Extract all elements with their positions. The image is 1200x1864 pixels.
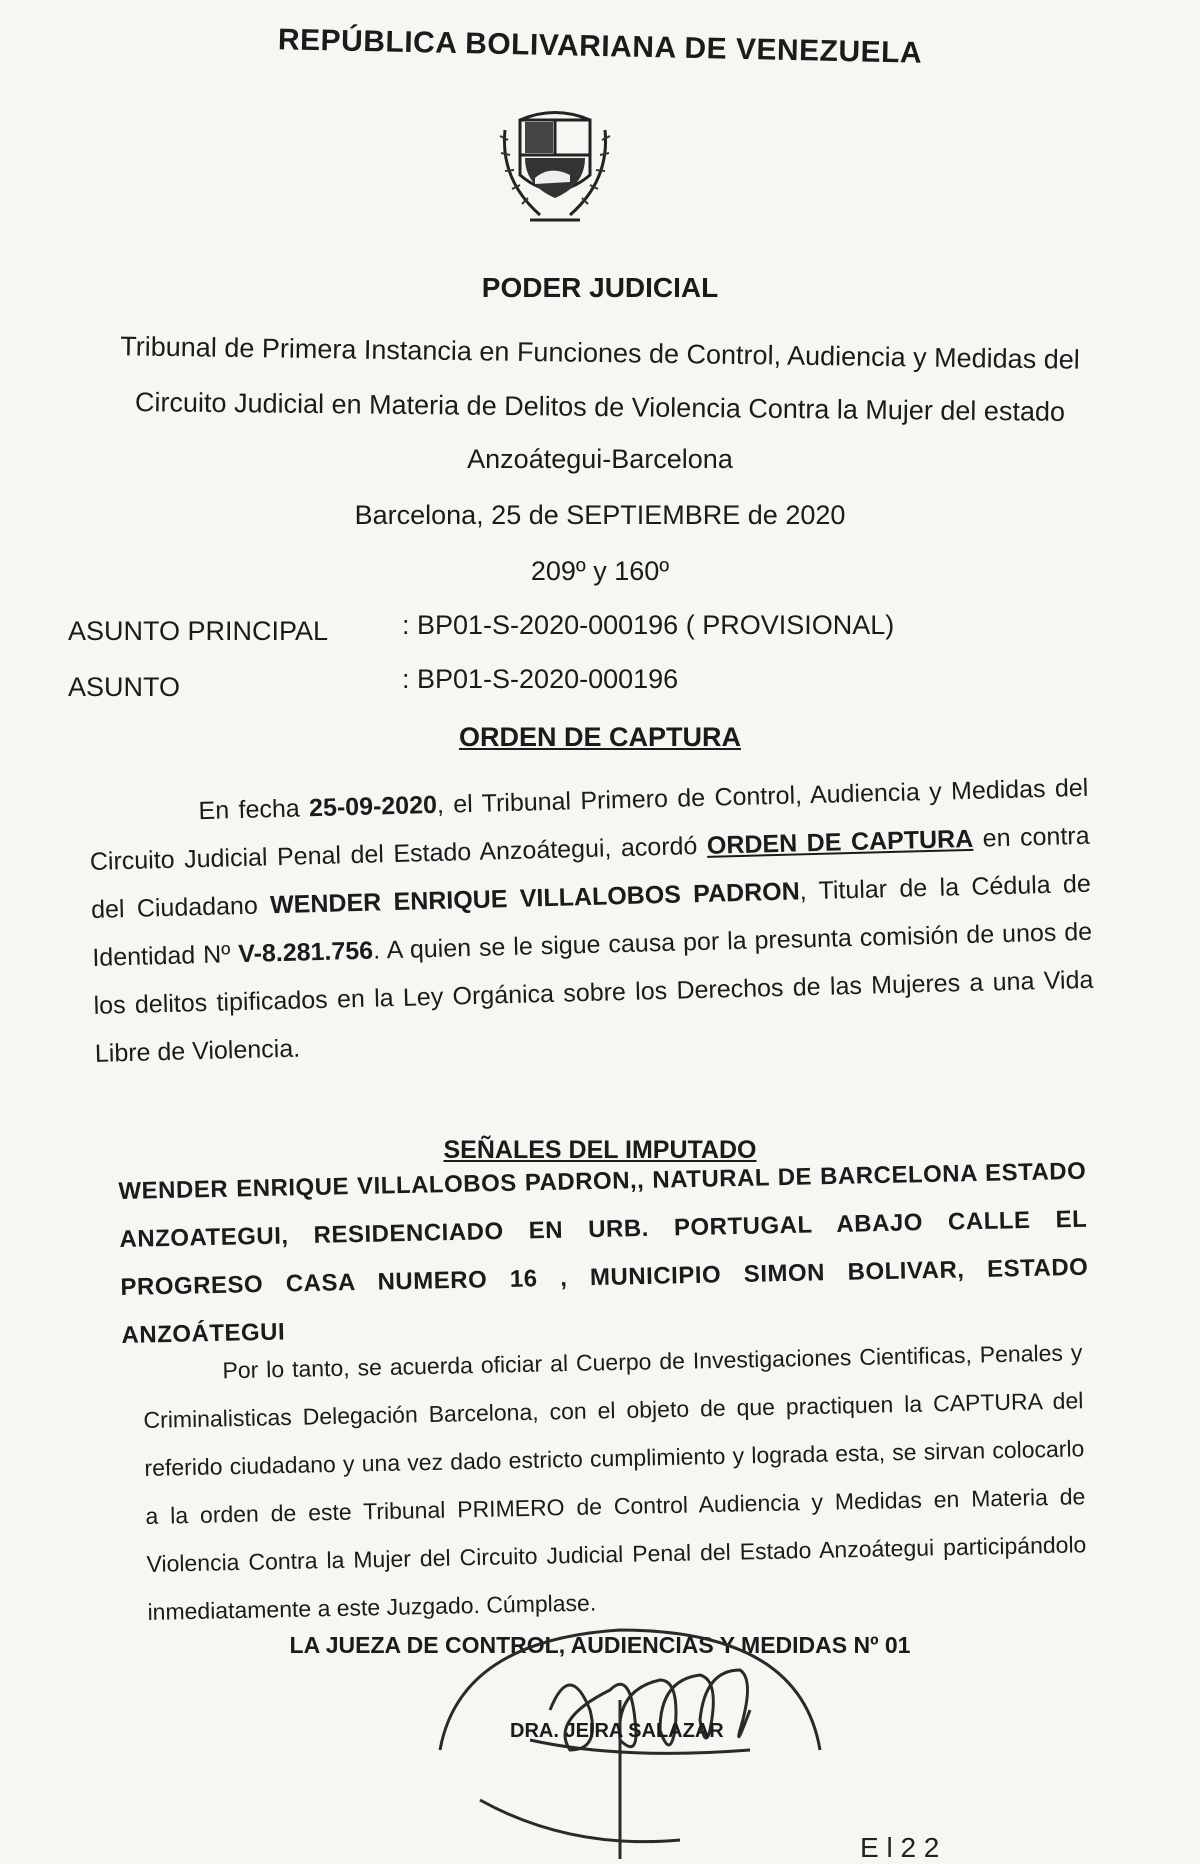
closing-text: Por lo tanto, se acuerda oficiar al Cuerpo de Investigaciones Cientificas, Penales y Criminalisticas Delegación Barcelona, con el objeto de que practiquen la CAPTURA del referido ciudadano y una vez dado estricto cumplimiento y lograda esta, se sirvan colocarlo a la orden de este Tribunal PRIMERO de Control Audiencia y Medidas en Materia de Violencia Contra la Mujer del Circuito Judicial Penal del Estado Anzoátegui participándolo inmediatamente a este Juzgado. Cúmplase. (143, 1339, 1087, 1625)
imputado-description: WENDER ENRIQUE VILLALOBOS PADRON,, NATURAL DE BARCELONA ESTADO ANZOATEGUI, RESIDENCIADO EN URB. PORTUGAL ABAJO CALLE EL PROGRESO CASA NUMERO 16 , MUNICIPIO SIMON BOLIVAR, ESTADO ANZOÁTEGUI (118, 1157, 1089, 1349)
asunto-principal-value: : BP01-S-2020-000196 ( PROVISIONAL) (402, 610, 895, 640)
coat-of-arms-icon (490, 100, 620, 230)
p1-fecha: 25-09-2020 (308, 790, 438, 823)
tribunal-line-3: Anzoátegui-Barcelona (467, 444, 733, 474)
p1-part-b: , el Tribunal Primero de Control, Audiencia y Medidas del Circuito Judicial Penal del Estado Anzoátegui, acordó (89, 773, 1089, 876)
asunto-label: ASUNTO (68, 672, 181, 702)
p1-part-d: , Titular de la Cédula de Identidad Nº (92, 869, 1092, 972)
republic-heading: REPÚBLICA BOLIVARIANA DE VENEZUELA (277, 23, 923, 70)
asunto-principal-label: ASUNTO PRINCIPAL (68, 616, 329, 646)
tribunal-line-2: Circuito Judicial en Materia de Delitos de Violencia Contra la Mujer del estado (134, 387, 1066, 427)
p1-orden: ORDEN DE CAPTURA (706, 824, 974, 860)
footer-fragment: E l 2 2 (860, 1832, 940, 1863)
asunto-value: : BP01-S-2020-000196 (402, 664, 679, 694)
document-date: Barcelona, 25 de SEPTIEMBRE de 2020 (354, 500, 846, 530)
p1-part-a: En fecha (198, 794, 310, 826)
document-years: 209º y 160º (530, 556, 670, 586)
orden-captura-title: ORDEN DE CAPTURA (458, 722, 741, 752)
tribunal-line-1: Tribunal de Primera Instancia en Funciones de Control, Audiencia y Medidas del (120, 331, 1080, 375)
senales-title: SEÑALES DEL IMPUTADO (443, 1136, 757, 1164)
closing-paragraph (142, 1328, 1088, 1636)
judge-name: DRA. JEIRA SALAZAR (510, 1720, 724, 1742)
judicial-power-heading: PODER JUDICIAL (481, 272, 719, 303)
p1-nombre: WENDER ENRIQUE VILLALOBOS PADRON (269, 877, 801, 920)
p1-part-e: . A quien se le sigue causa por la presunta comisión de unos de los delitos tipificados en la Ley Orgánica sobre los Derechos de las Mujeres a una Vida Libre de Violencia. (93, 917, 1094, 1068)
p1-part-c: en contra del Ciudadano (90, 821, 1090, 924)
p1-cedula: V-8.281.756 (237, 936, 374, 969)
judge-title: LA JUEZA DE CONTROL, AUDIENCIAS Y MEDIDAS Nº 01 (289, 1632, 911, 1658)
orden-paragraph (88, 764, 1095, 1078)
